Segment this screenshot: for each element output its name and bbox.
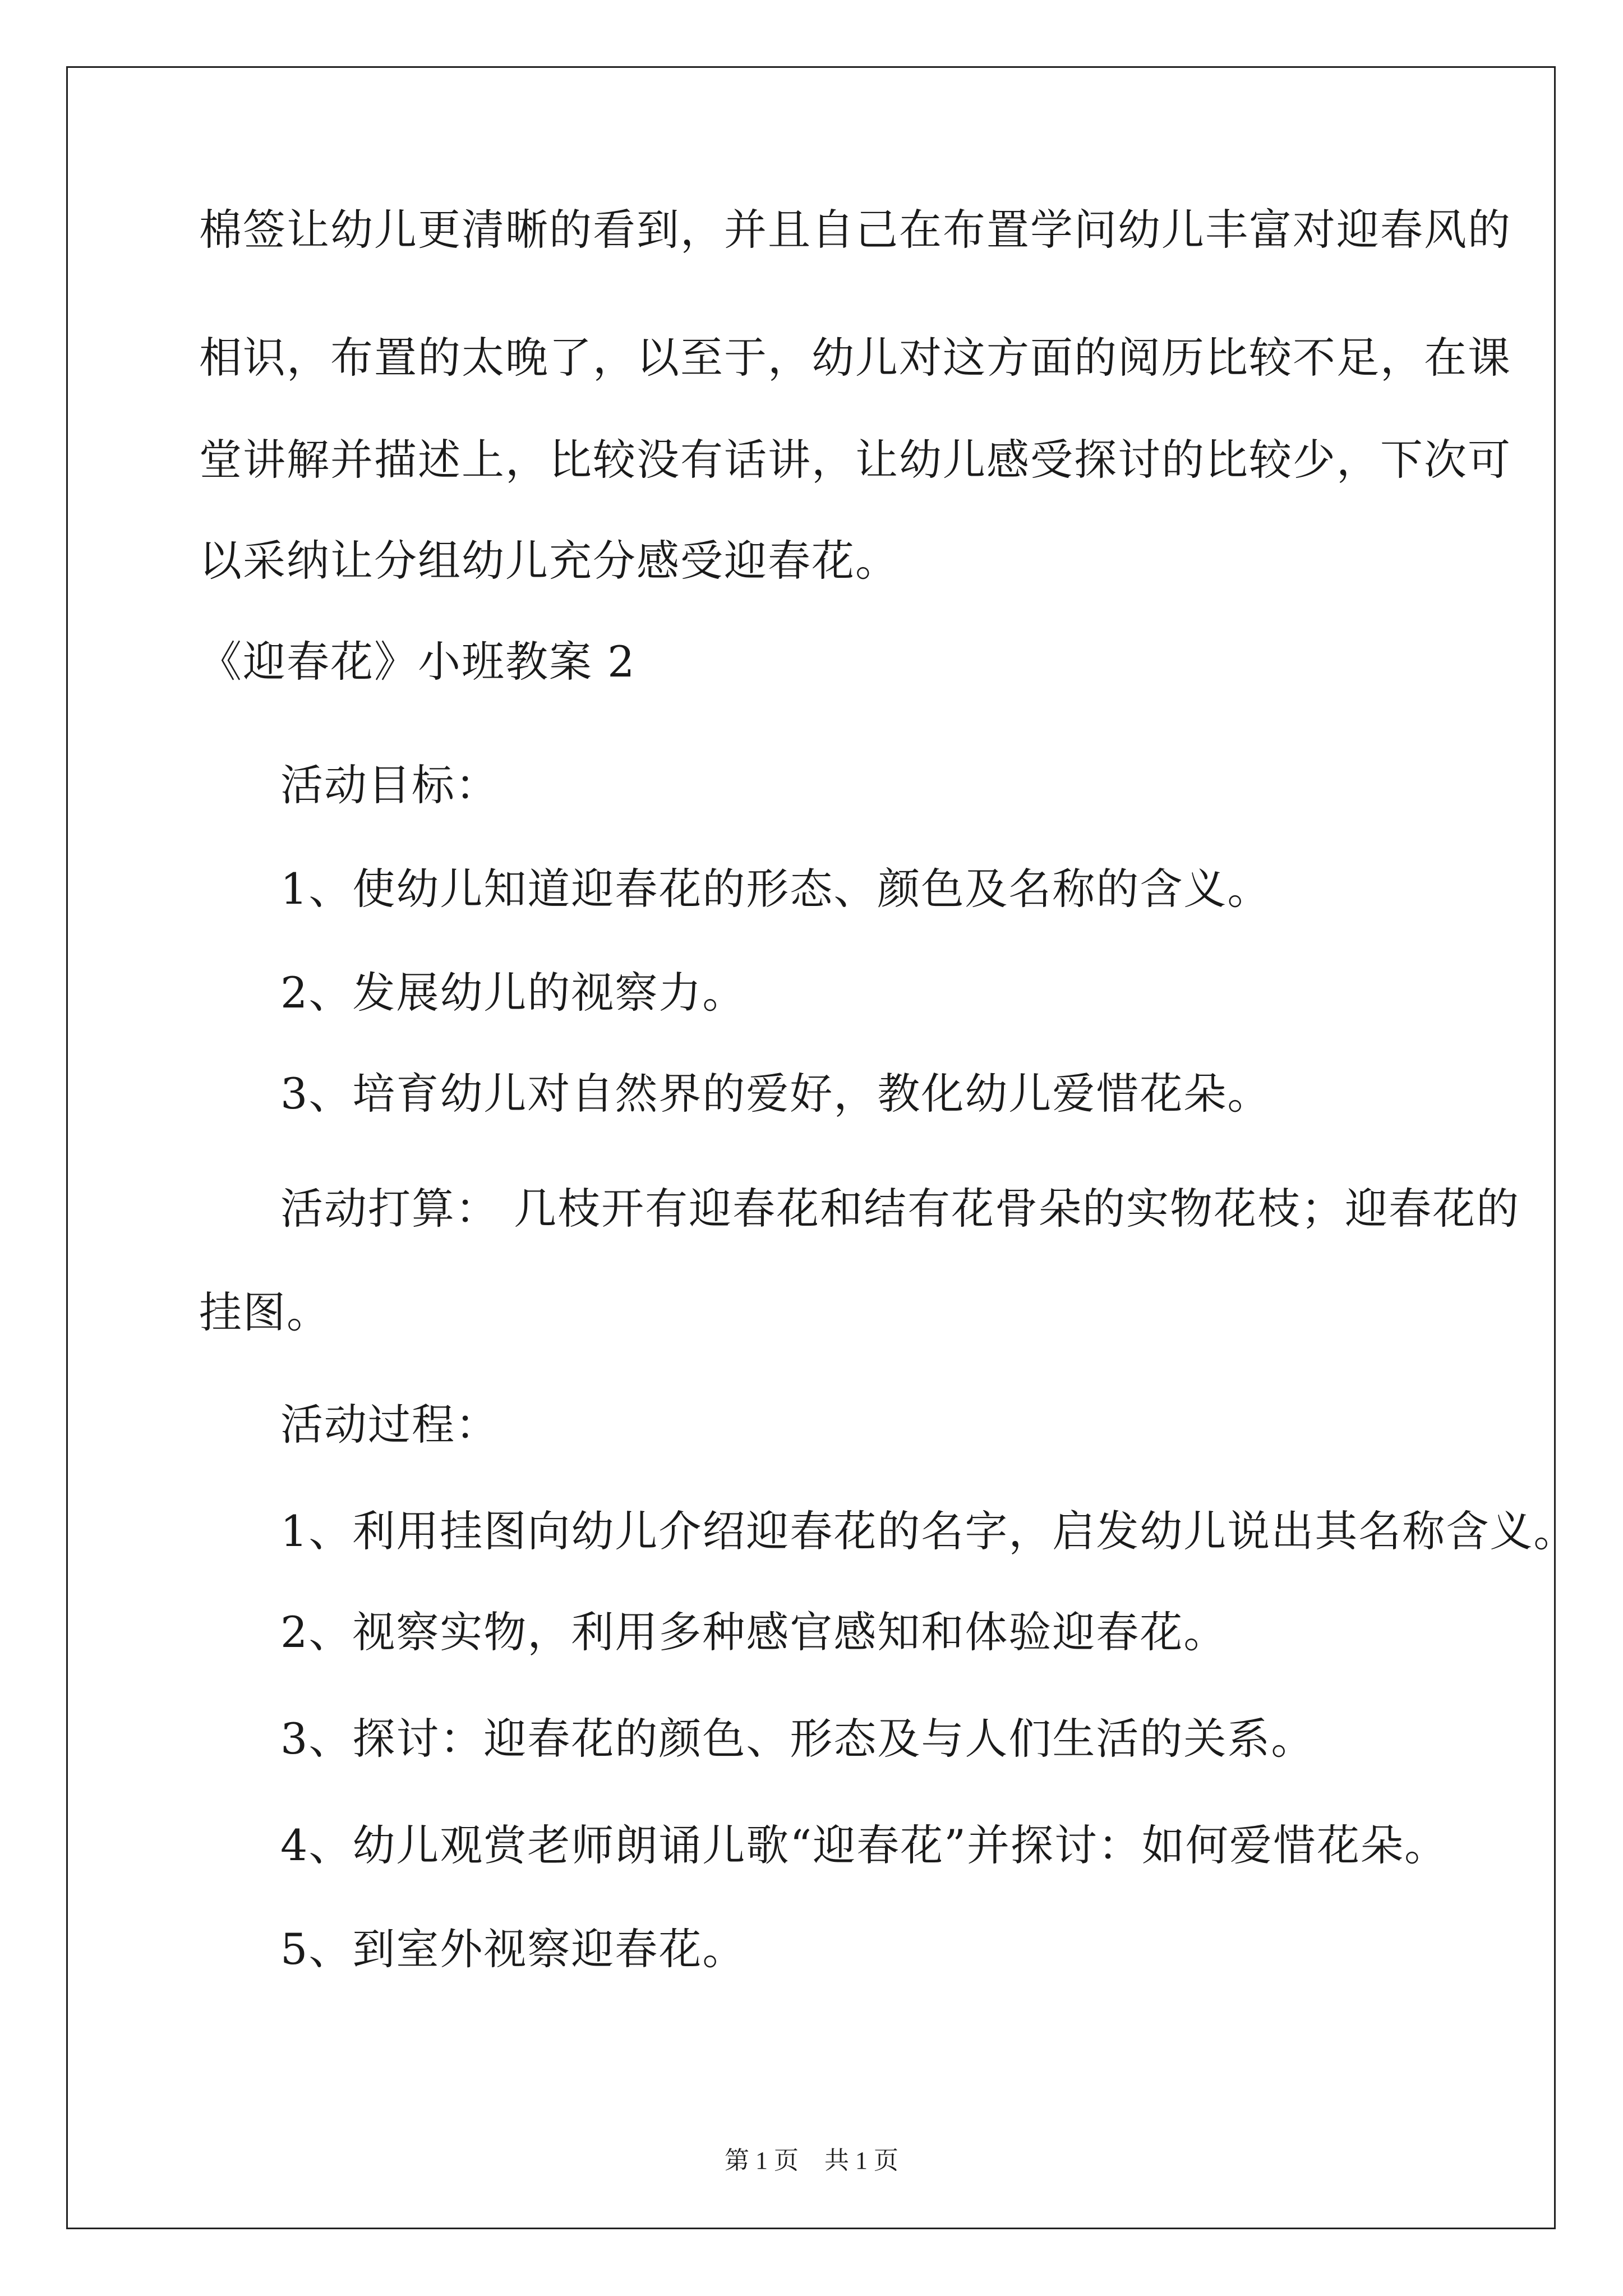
list-item: 4、幼儿观赏老师朗诵儿歌“迎春花”并探讨：如何爱惜花朵。 [280, 1820, 1449, 1870]
paragraph-line: 相识，布置的太晚了，以至于，幼儿对这方面的阅历比较不足，在课 [199, 333, 1511, 383]
page-total: 共 1 页 [824, 2147, 898, 2174]
paragraph-line: 棉签让幼儿更清晰的看到，并且自己在布置学问幼儿丰富对迎春风的 [199, 205, 1511, 255]
list-item: 1、利用挂图向幼儿介绍迎春花的名字，启发幼儿说出其名称含义。 [280, 1506, 1578, 1556]
paragraph-line: 堂讲解并描述上，比较没有话讲，让幼儿感受探讨的比较少，下次可 [199, 435, 1511, 485]
list-item: 1、使幼儿知道迎春花的形态、颜色及名称的含义。 [280, 864, 1271, 914]
list-item: 3、探讨：迎春花的颜色、形态及与人们生活的关系。 [280, 1714, 1315, 1764]
paragraph-line: 挂图。 [199, 1287, 330, 1337]
paragraph-line: 活动打算： 几枝开有迎春花和结有花骨朵的实物花枝；迎春花的 [280, 1184, 1520, 1234]
list-item: 3、培育幼儿对自然界的爱好，教化幼儿爱惜花朵。 [280, 1069, 1271, 1119]
page-number: 第 1 页 [725, 2147, 799, 2174]
list-item: 2、发展幼儿的视察力。 [280, 968, 746, 1018]
list-item: 2、视察实物，利用多种感官感知和体验迎春花。 [280, 1607, 1228, 1657]
list-item: 5、到室外视察迎春花。 [280, 1924, 746, 1974]
subheading-activity-goals: 活动目标： [280, 760, 499, 810]
subheading-activity-process: 活动过程： [280, 1400, 499, 1450]
page-footer [0, 2144, 1623, 2178]
page-border [66, 66, 1556, 2229]
section-heading: 《迎春花》小班教案 2 [199, 637, 636, 687]
paragraph-line: 以采纳让分组幼儿充分感受迎春花。 [199, 536, 899, 586]
